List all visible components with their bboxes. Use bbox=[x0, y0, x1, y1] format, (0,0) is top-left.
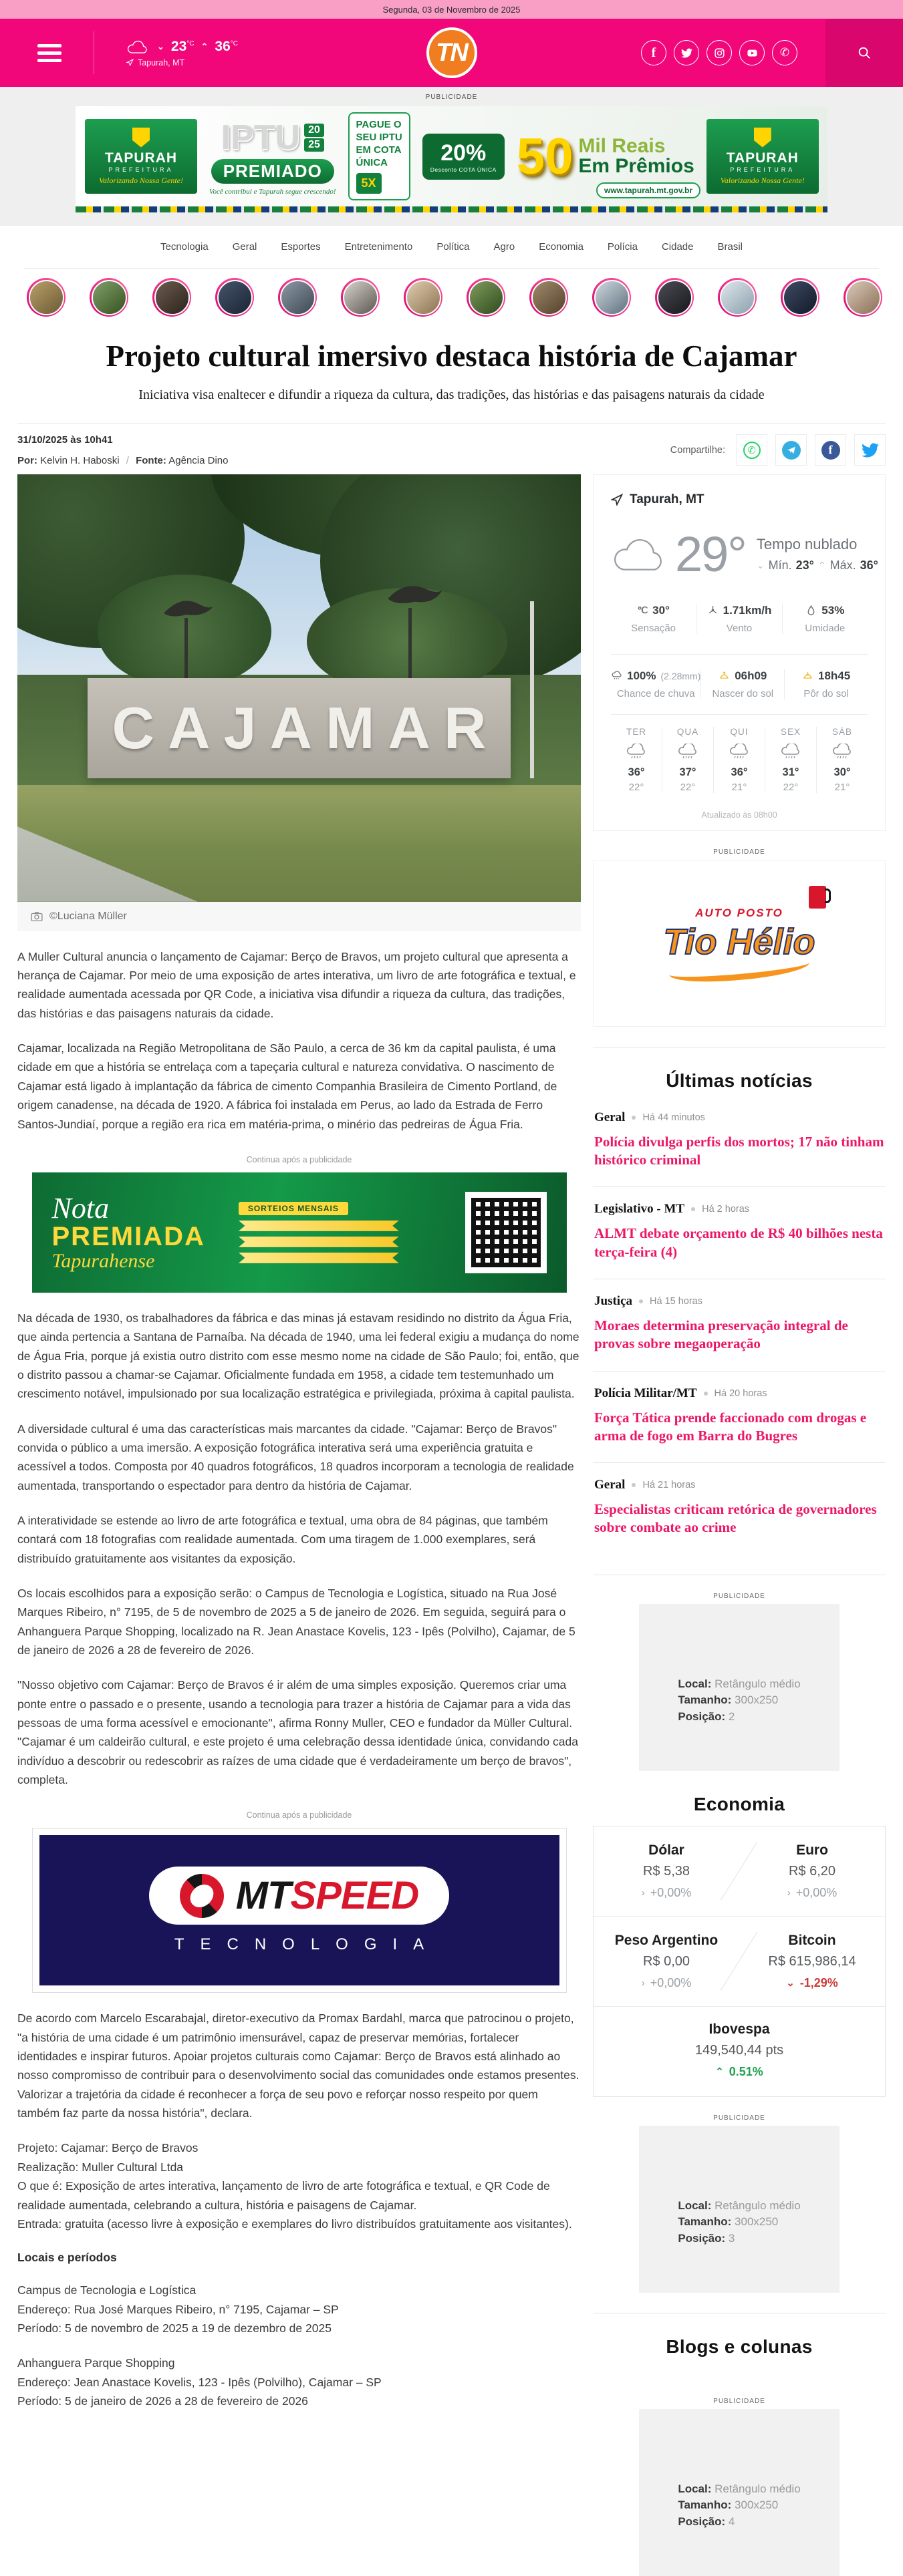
date-bar bbox=[0, 0, 903, 19]
article-paragraph: De acordo com Marcelo Escarabajal, diretor-executivo da Promax Bardahl, marca que patrocinou o projeto, "a história de uma cidade é um patrimônio imensurável, capaz de preservar memórias, fortalecer identidades e inspirar futuros. Apoiar projetos culturais como Cajamar: Berço de Bravos está alinhado ao nosso compromisso de contribuir para o desenvolvimento social das comunidades onde estamos presentes. Valorizar a trajetória da cidade é reconhecer a força de seu povo e reforçar nosso respeito por quem também faz parte da nossa história", declara. bbox=[17, 2011, 579, 2120]
weather-minmax: ⌄ Mín. 23° ⌃ Máx. 36° bbox=[756, 558, 878, 572]
nav-item-agro[interactable]: Agro bbox=[493, 241, 515, 253]
humidity-drop-icon bbox=[805, 605, 817, 616]
weather-updated: Atualizado às 08h00 bbox=[701, 810, 777, 820]
ad-label: PUBLICIDADE bbox=[713, 1592, 765, 1600]
cloud-icon bbox=[611, 534, 667, 573]
prize-ribbon bbox=[239, 1253, 399, 1263]
thermometer-icon: ℃ bbox=[637, 605, 648, 616]
sunrise-icon bbox=[719, 670, 730, 681]
article-byline: Por: Kelvin H. Haboski / Fonte: Agência Dino bbox=[17, 454, 229, 466]
story-item[interactable] bbox=[467, 278, 505, 317]
article-column bbox=[17, 474, 581, 2411]
nav-item-economia[interactable]: Economia bbox=[539, 241, 584, 253]
news-category[interactable]: Justiça bbox=[594, 1293, 632, 1308]
venue-period: Período: 5 de janeiro de 2026 a 28 de fevereiro de 2026 bbox=[17, 2394, 308, 2408]
story-item[interactable] bbox=[529, 278, 568, 317]
venue-period: Período: 5 de novembro de 2025 a 19 de dezembro de 2025 bbox=[17, 2321, 332, 2335]
tapurah-logo-right: TAPURAH PREFEITURA Valorizando Nossa Gente! bbox=[706, 119, 819, 194]
weather-stat-feels: ℃ 30° Sensação bbox=[631, 603, 676, 634]
trend-down-icon: ⌄ bbox=[786, 1977, 795, 1989]
shield-icon bbox=[754, 128, 771, 148]
story-item[interactable] bbox=[655, 278, 694, 317]
rain-cloud-icon bbox=[831, 744, 854, 761]
sidebar-divider bbox=[593, 1047, 886, 1048]
instagram-icon[interactable] bbox=[706, 40, 732, 65]
news-time: Há 20 horas bbox=[714, 1388, 767, 1399]
news-category[interactable]: Geral bbox=[594, 1478, 626, 1492]
weather-stats-row bbox=[611, 589, 868, 649]
ad-placeholder: Local: Retângulo médio Tamanho: 300x250 Posição: 2 bbox=[639, 1604, 840, 1771]
location-arrow-icon bbox=[126, 59, 134, 66]
main-content bbox=[0, 474, 903, 2576]
bird-sculpture bbox=[161, 593, 215, 623]
stories-row bbox=[27, 269, 903, 322]
ad-position: 4 bbox=[728, 2515, 735, 2529]
story-item[interactable] bbox=[90, 278, 128, 317]
photo-caption bbox=[17, 902, 581, 931]
share-label: Compartilhe: bbox=[670, 444, 725, 456]
forecast-day: QUA 37° 22° bbox=[662, 727, 713, 793]
ad-position: 3 bbox=[728, 2232, 735, 2245]
venue-name: Anhanguera Parque Shopping bbox=[17, 2356, 175, 2370]
story-item[interactable] bbox=[592, 278, 631, 317]
prize-ribbon bbox=[239, 1237, 399, 1247]
weather-location: Tapurah, MT bbox=[611, 492, 868, 507]
weather-stat-humidity: 53% Umidade bbox=[782, 604, 868, 634]
facebook-icon: f bbox=[821, 441, 840, 460]
story-item[interactable] bbox=[404, 278, 442, 317]
locations-heading: Locais e períodos bbox=[17, 2251, 117, 2265]
ad-placeholder: Local: Retângulo médio Tamanho: 300x250 Posição: 4 bbox=[639, 2409, 840, 2576]
forecast-day: SÁB 30° 21° bbox=[816, 727, 868, 793]
iptu-ad-banner[interactable] bbox=[76, 106, 827, 206]
weather-condition: Tempo nublado bbox=[756, 535, 858, 552]
nav-item-geral[interactable]: Geral bbox=[232, 241, 257, 253]
tapurah-logo-left: TAPURAH PREFEITURA Valorizando Nossa Gente! bbox=[85, 119, 197, 194]
story-item[interactable] bbox=[341, 278, 380, 317]
cloud-icon bbox=[126, 39, 149, 55]
news-category[interactable]: Legislativo - MT bbox=[594, 1202, 685, 1217]
search-icon bbox=[857, 45, 872, 60]
article-paragraph: Os locais escolhidos para a exposição serão: o Campus de Tecnologia e Logística, situado na Rua José Marques Ribeiro, n° 7195, de 5 de novembro de 2025 a 5 de janeiro de 2026. Em seguida, seguirá para o Anhanguera Parque Shopping, localizado na R. Jean Anastace Kovelis, 123 - Ipês (Polvilho), Cajamar, de 5 de janeiro de 2026 a 28 de fevereiro de 2026. bbox=[17, 1586, 575, 1657]
weather-widget bbox=[593, 474, 886, 831]
nav-item-policia[interactable]: Polícia bbox=[607, 241, 638, 253]
article-source: Agência Dino bbox=[168, 454, 229, 466]
economy-widget bbox=[593, 1826, 886, 2097]
list-item bbox=[593, 1462, 886, 1555]
tio-helio-ad[interactable]: AUTO POSTO Tio Hélio bbox=[593, 860, 886, 1027]
monument-text: CAJAMAR bbox=[112, 694, 500, 761]
mtspeed-subtitle: TECNOLOGIA bbox=[174, 1935, 440, 1954]
sculpture-pole bbox=[184, 618, 188, 681]
nav-item-esportes[interactable]: Esportes bbox=[281, 241, 321, 253]
latest-news-list bbox=[593, 1096, 886, 1555]
share-whatsapp-button[interactable] bbox=[736, 434, 767, 466]
economy-peso: Peso Argentino R$ 0,00 › +0,00% bbox=[594, 1916, 739, 2006]
article-paragraph: Cajamar, localizada na Região Metropolitana de São Paulo, a cerca de 36 km da capital paulista, é uma cidade em que a história se entrelaça com a tapeçaria cultural e natureza convidativa. O nascimento de Cajamar está ligado à implantação da fábrica de cimento Companhia Brasileira de Cimento Portland, de origem canadense, na década de 1920. A fábrica foi instalada em Perus, ao lado da Estrada de Ferro Santos-Jundiaí, porque a região era rica em matéria-prima, o minério das pedreiras de Água Fria. bbox=[17, 1041, 557, 1131]
news-category[interactable]: Geral bbox=[594, 1110, 626, 1124]
ad-label: PUBLICIDADE bbox=[425, 94, 478, 101]
forecast-day: SEX 31° 22° bbox=[765, 727, 816, 793]
news-time: Há 15 horas bbox=[650, 1295, 702, 1307]
weather-sun-row bbox=[611, 654, 868, 714]
wind-icon bbox=[707, 605, 719, 616]
article-paragraph: A diversidade cultural é uma das características mais marcantes da cidade. "Cajamar: Berço de Bravos" convida o público a uma imersão. A exposição fotográfica interativa será uma experiência gratuita e acessível a todos. Composta por 40 quadros fotográficos, 18 quadros incorporam a tecnologia de realidade aumentada, transportando o espectador para dentro da história de Cajamar. bbox=[17, 1422, 574, 1492]
economy-ibovespa: Ibovespa 149,540,44 pts ⌃ 0.51% bbox=[594, 2006, 885, 2096]
forecast-day: TER 36° 22° bbox=[626, 726, 646, 793]
gas-pump-icon bbox=[809, 886, 826, 909]
shield-icon bbox=[132, 128, 150, 148]
header-temp-high: $36^{^\circ C}$ bbox=[215, 38, 238, 54]
qr-code bbox=[465, 1192, 547, 1273]
rain-cloud-icon bbox=[676, 744, 699, 761]
byline-bar bbox=[17, 423, 886, 474]
nav-item-politica[interactable]: Política bbox=[436, 241, 470, 253]
nav-item-brasil[interactable]: Brasil bbox=[717, 241, 743, 253]
story-item[interactable] bbox=[781, 278, 819, 317]
venue-block bbox=[17, 2354, 581, 2410]
site-header bbox=[0, 19, 903, 87]
venue-address: Endereço: Rua José Marques Ribeiro, n° 7195, Cajamar – SP bbox=[17, 2302, 339, 2316]
nota-premiada-prizes: SORTEIOS MENSAIS bbox=[239, 1202, 399, 1263]
header-social-links bbox=[641, 40, 797, 65]
main-navigation bbox=[24, 226, 879, 269]
weather-current bbox=[611, 526, 878, 583]
nota-premiada-title: Nota PREMIADA Tapurahense bbox=[51, 1191, 205, 1272]
share-bar bbox=[670, 434, 886, 466]
trend-flat-icon: › bbox=[641, 1887, 645, 1899]
nota-premiada-ad[interactable] bbox=[32, 1172, 567, 1293]
latest-news-heading: Últimas notícias bbox=[666, 1070, 813, 1091]
iptu-pay-block: PAGUE O SEU IPTU EM COTA ÚNICA 5X bbox=[348, 112, 410, 200]
list-item bbox=[593, 1279, 886, 1371]
share-telegram-button[interactable] bbox=[775, 434, 807, 466]
temp-down-icon: ⌄ bbox=[157, 41, 164, 51]
venue-name: Campus de Tecnologia e Logística bbox=[17, 2283, 197, 2297]
rain-cloud-icon bbox=[611, 670, 622, 681]
nav-item-entretenimento[interactable]: Entretenimento bbox=[344, 241, 413, 253]
lamp-post bbox=[530, 601, 534, 778]
rain-cloud-icon bbox=[728, 744, 751, 761]
bird-sculpture bbox=[386, 580, 444, 612]
story-item[interactable] bbox=[718, 278, 757, 317]
twitter-icon[interactable] bbox=[674, 40, 699, 65]
rain-cloud-icon bbox=[625, 744, 648, 761]
list-item bbox=[593, 1096, 886, 1187]
economy-euro: Euro R$ 6,20 › +0,00% bbox=[787, 1842, 837, 1899]
whatsapp-icon: ✆ bbox=[743, 442, 761, 459]
sunset-icon bbox=[802, 670, 813, 681]
blogs-heading: Blogs e colunas bbox=[666, 2336, 813, 2357]
article-photo bbox=[17, 474, 581, 902]
iptu-prize-block: 50 Mil Reais Em Prêmios bbox=[516, 128, 694, 185]
article-paragraph: A interatividade se estende ao livro de arte fotográfica e textual, uma obra de 84 páginas, que também contará com 18 fotografias com realidade aumentada. Com uma tiragem de 1.000 exemplares, será distribuído gratuitamente aos visitantes da exposição. bbox=[17, 1513, 548, 1565]
arrow-down-icon: ⌄ bbox=[756, 559, 765, 571]
twitter-icon bbox=[862, 442, 879, 459]
story-item[interactable] bbox=[27, 278, 66, 317]
ad-placeholder: Local: Retângulo médio Tamanho: 300x250 Posição: 3 bbox=[639, 2126, 840, 2293]
news-title[interactable]: Moraes determina preservação integral de provas sobre megaoperação bbox=[594, 1317, 848, 1352]
article-author: Kelvin H. Haboski bbox=[40, 454, 120, 466]
whatsapp-icon[interactable]: ✆ bbox=[772, 40, 797, 65]
sidebar bbox=[593, 474, 886, 2576]
share-facebook-button[interactable] bbox=[815, 434, 846, 466]
article-paragraph: "Nosso objetivo com Cajamar: Berço de Bravos é ir além de uma simples exposição. Queremos criar uma ponte entre o passado e o presente, usando a tecnologia para trazer a história de Cajamar para a vida das pessoas de uma forma acessível e emocionante", afirma Ronny Muller, CEO e fundador da Müller Cultural. "Cajamar é um caldeirão cultural, e este projeto é uma celebração dessa identidade única, convidando cada indivíduo a descobrir ou redescobrir as raízes de uma cidade que é verdadeiramente um berço de bravos", completa. bbox=[17, 1678, 578, 1787]
economy-heading: Economia bbox=[693, 1793, 785, 1814]
story-item[interactable] bbox=[278, 278, 317, 317]
rain-cloud-icon bbox=[779, 744, 802, 761]
header-weather[interactable] bbox=[126, 39, 238, 67]
article-date: 31/10/2025 às 10h41 bbox=[17, 434, 113, 446]
weather-rain-chance: 100% (2.28mm) Chance de chuva bbox=[611, 669, 700, 699]
site-logo[interactable]: TN bbox=[426, 27, 477, 78]
mtspeed-logo-band: MTSPEED bbox=[149, 1867, 449, 1925]
project-detail: Realização: Muller Cultural Ltda bbox=[17, 2160, 184, 2174]
header-temp-low: $23^{^\circ C}$ bbox=[170, 38, 195, 54]
news-category[interactable]: Polícia Militar/MT bbox=[594, 1386, 697, 1400]
list-item bbox=[593, 1186, 886, 1279]
caption-text: ©Luciana Müller bbox=[49, 910, 127, 922]
camera-icon bbox=[31, 911, 43, 922]
weather-sunset: 18h45 Pôr do sol bbox=[784, 669, 868, 699]
sculpture-pole bbox=[408, 608, 412, 681]
mtspeed-ad[interactable] bbox=[32, 1828, 567, 1993]
trend-up-icon: ⌃ bbox=[715, 2066, 724, 2078]
article-subtitle: Iniciativa visa enaltecer e difundir a riqueza da cultura, das tradições, das histórias e das paisagens naturais da cidade bbox=[138, 387, 765, 402]
economy-bitcoin: Bitcoin R$ 615,986,14 ⌄ -1,29% bbox=[739, 1916, 885, 2006]
current-date: Segunda, 03 de Novembro de 2025 bbox=[382, 4, 521, 15]
ad-site-url: www.tapurah.mt.gov.br bbox=[596, 182, 700, 198]
nav-item-tecnologia[interactable]: Tecnologia bbox=[160, 241, 209, 253]
news-time: Há 44 minutos bbox=[642, 1112, 705, 1123]
top-ad-section bbox=[0, 87, 903, 226]
ad-label: PUBLICIDADE bbox=[713, 848, 765, 856]
story-item[interactable] bbox=[844, 278, 882, 317]
page-title: Projeto cultural imersivo destaca história de Cajamar bbox=[106, 339, 797, 373]
project-detail: Entrada: gratuita (acesso livre à exposição e exemplares do livro distribuídos gratuitamente aos visitantes). bbox=[17, 2217, 572, 2231]
menu-button[interactable] bbox=[37, 44, 61, 62]
ad-banner-footer-strip bbox=[76, 206, 827, 212]
news-time: Há 21 horas bbox=[642, 1480, 696, 1491]
share-twitter-button[interactable] bbox=[854, 434, 886, 466]
project-detail: O que é: Exposição de artes interativa, lançamento de livro de arte fotográfica e textual, e QR Code de realidade aumentada, celebrando a cultura, história e paisagens de Cajamar. bbox=[17, 2179, 550, 2212]
temp-up-icon: ⌃ bbox=[201, 41, 209, 51]
arrow-up-icon: ⌃ bbox=[817, 559, 826, 571]
trend-flat-icon: › bbox=[787, 1887, 791, 1899]
ad-label: PUBLICIDADE bbox=[713, 2114, 765, 2122]
news-title[interactable]: ALMT debate orçamento de R$ 40 bilhões nesta terça-feira (4) bbox=[594, 1225, 883, 1260]
mtspeed-logo-icon bbox=[180, 1874, 224, 1918]
header-location: Tapurah, MT bbox=[138, 57, 185, 67]
nav-item-cidade[interactable]: Cidade bbox=[661, 241, 694, 253]
list-item bbox=[593, 1371, 886, 1463]
article-paragraph: Na década de 1930, os trabalhadores da fábrica e das minas já estavam residindo no distrito da Água Fria, que ainda pertencia a Santana de Parnaíba. Na década de 1940, uma lei federal exigiu a mudança do nome de Água Fria, porque já existia outro distrito com esse mesmo nome na cidade de São Paulo; foi, então, que o distrito passou a chamar-se Cajamar. Oficialmente fundada em 1958, a cidade tem testemunhado um crescimento notável, impulsionado por sua localização estratégica e privilegiada, próxima à capital paulista. bbox=[17, 1311, 579, 1401]
article-paragraph: A Muller Cultural anuncia o lançamento de Cajamar: Berço de Bravos, um projeto cultural que apresenta a herança de Cajamar. Por meio de uma exposição de artes interativa, um livro de arte fotográfica e textual, e realidade aumentada acessada por QR Code, a iniciativa visa difundir a riqueza da cultura, das tradições, das histórias e das paisagens naturais da cidade. bbox=[17, 949, 576, 1020]
youtube-icon[interactable] bbox=[739, 40, 765, 65]
news-title[interactable]: Polícia divulga perfis dos mortos; 17 não tinham histórico criminal bbox=[594, 1133, 884, 1168]
story-item[interactable] bbox=[215, 278, 254, 317]
location-arrow-icon bbox=[611, 494, 623, 506]
venue-block bbox=[17, 2281, 581, 2338]
project-detail: Projeto: Cajamar: Berço de Bravos bbox=[17, 2141, 199, 2155]
economy-dolar: Dólar R$ 5,38 › +0,00% bbox=[594, 1826, 739, 1916]
prize-ribbon bbox=[239, 1221, 399, 1231]
trend-flat-icon: › bbox=[641, 1977, 645, 1989]
weather-temp: 29° bbox=[675, 526, 746, 582]
ad-continuation-note: Continua após a publicidade bbox=[246, 1154, 352, 1164]
ad-continuation-note: Continua após a publicidade bbox=[246, 1810, 352, 1820]
weather-forecast-row bbox=[611, 714, 868, 802]
story-item[interactable] bbox=[152, 278, 191, 317]
venue-address: Endereço: Jean Anastace Kovelis, 123 - Ipês (Polvilho), Cajamar – SP bbox=[17, 2375, 382, 2389]
weather-sunrise: 06h09 Nascer do sol bbox=[700, 669, 784, 699]
weather-stat-wind: 1.71km/h Vento bbox=[696, 604, 781, 634]
news-title[interactable]: Especialistas criticam retórica de governadores sobre combate ao crime bbox=[594, 1501, 877, 1536]
iptu-discount-block: 20% Desconto COTA ÚNICA bbox=[422, 134, 505, 180]
facebook-icon[interactable]: f bbox=[641, 40, 666, 65]
forecast-day: QUI 36° 21° bbox=[713, 727, 765, 793]
ad-label: PUBLICIDADE bbox=[713, 2397, 765, 2405]
cajamar-monument bbox=[88, 678, 511, 778]
ad-position: 2 bbox=[728, 1710, 735, 1724]
news-title[interactable]: Força Tática prende faccionado com drogas e arma de fogo em Barra do Bugres bbox=[594, 1409, 867, 1444]
news-time: Há 2 horas bbox=[702, 1204, 750, 1215]
search-button[interactable] bbox=[825, 19, 903, 87]
telegram-icon bbox=[782, 441, 801, 460]
iptu-title-block: IPTU 20 25 PREMIADO Você contribui e Tapurah segue crescendo! bbox=[209, 118, 336, 196]
